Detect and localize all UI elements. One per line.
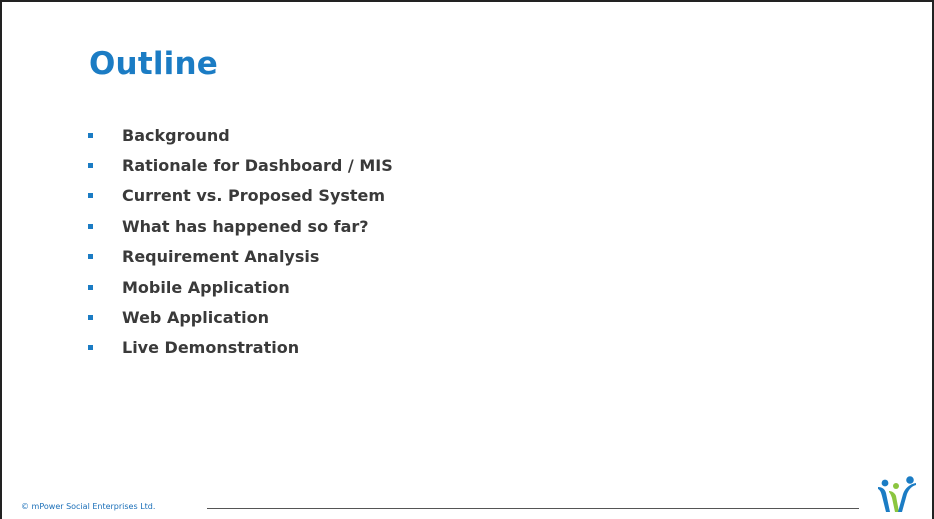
outline-list — [88, 120, 393, 363]
list-item-label: Current vs. Proposed System — [122, 186, 386, 206]
list-item — [88, 272, 393, 302]
bullet-square-icon — [88, 224, 93, 229]
bullet-square-icon — [88, 254, 93, 259]
list-item-label: Background — [122, 125, 230, 145]
list-item-label: Web Application — [122, 308, 270, 328]
list-item-label: Rationale for Dashboard / MIS — [122, 156, 393, 176]
mpower-people-logo-icon — [876, 474, 920, 518]
list-item — [88, 150, 393, 180]
list-item-label: What has happened so far? — [122, 216, 369, 236]
bullet-square-icon — [88, 133, 93, 138]
list-item — [88, 211, 393, 241]
list-item — [88, 120, 393, 150]
list-item — [88, 242, 393, 272]
footer-copyright: © mPower Social Enterprises Ltd. — [21, 502, 156, 511]
slide-title: Outline — [89, 46, 218, 82]
bullet-square-icon — [88, 345, 93, 350]
bullet-square-icon — [88, 285, 93, 290]
list-item-label: Live Demonstration — [122, 338, 300, 358]
bullet-square-icon — [88, 193, 93, 198]
list-item-label: Mobile Application — [122, 277, 290, 297]
bullet-square-icon — [88, 163, 93, 168]
footer-divider — [207, 508, 859, 509]
bullet-square-icon — [88, 315, 93, 320]
list-item — [88, 333, 393, 363]
list-item — [88, 302, 393, 332]
list-item-label: Requirement Analysis — [122, 247, 320, 267]
list-item — [88, 181, 393, 211]
